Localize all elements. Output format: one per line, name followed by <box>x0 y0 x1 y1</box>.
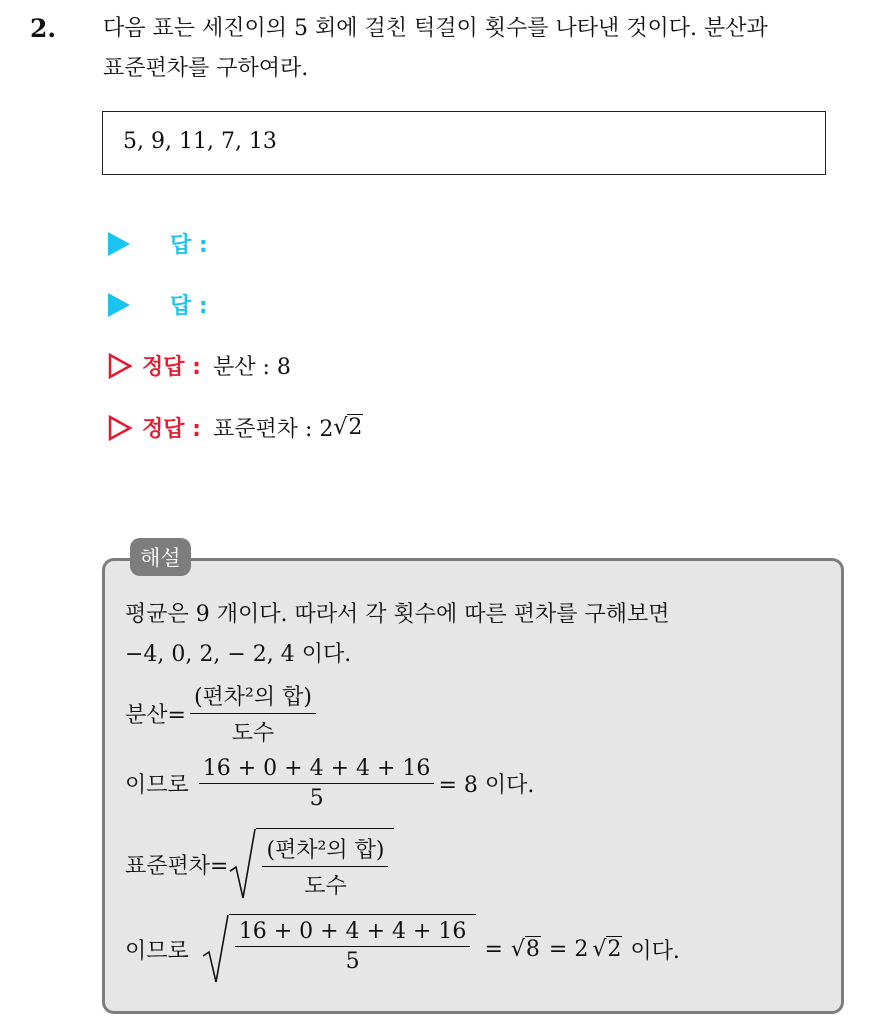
std-calc-sqrt-content <box>229 914 477 984</box>
std-sqrt-content <box>256 828 394 900</box>
so-prefix: 이므로 <box>125 773 189 798</box>
std-calc-denominator: 5 <box>345 949 360 974</box>
sqrt-sign: √ <box>333 415 348 440</box>
std-formula <box>125 828 394 900</box>
answer-label-1: 답 : <box>170 233 208 258</box>
std-eq2: = 2 <box>548 936 589 962</box>
variance-formula <box>125 680 320 747</box>
correct-value-1: 분산 : 8 <box>212 355 291 380</box>
calc-denominator: 5 <box>309 786 324 811</box>
fraction-numerator: (편차²의 합) <box>190 680 316 714</box>
correct-answer-row-1 <box>108 350 291 381</box>
answer-row-2 <box>108 289 208 320</box>
explanation-line1: 평균은 9 개이다. 따라서 각 횟수에 따른 편차를 구해보면 <box>125 602 670 627</box>
calc-fraction <box>199 756 435 811</box>
outline-triangle-icon <box>108 353 132 379</box>
play-arrow-icon <box>108 293 130 317</box>
play-arrow-icon <box>108 232 130 256</box>
question-text-line1: 다음 표는 세진이의 5 회에 걸친 턱걸이 횟수를 나타낸 것이다. 분산과 <box>103 16 768 41</box>
std-tail: 이다. <box>630 938 680 964</box>
answer-label-2: 답 : <box>170 294 208 319</box>
std-calc-numerator: 16 + 0 + 4 + 4 + 16 <box>235 919 471 947</box>
correct-value-2-prefix: 표준편차 : 2 <box>212 417 334 442</box>
explanation-tag: 해설 <box>130 538 191 576</box>
question-number: 2. <box>30 14 57 43</box>
sqrt-two-radicand: 2 <box>607 936 622 962</box>
sqrt-expression <box>333 415 363 440</box>
std-calc-sqrt <box>201 914 477 984</box>
question-text-line2: 표준편차를 구하여라. <box>103 56 309 81</box>
explanation-line2: −4, 0, 2, − 2, 4 이다. <box>125 642 352 667</box>
std-fraction-denominator: 도수 <box>304 874 347 899</box>
sqrt-radicand: 2 <box>348 415 363 440</box>
radical-sign-icon <box>201 914 229 984</box>
sqrt-eight-radicand: 8 <box>525 936 540 962</box>
correct-answer-row-2 <box>108 412 363 443</box>
variance-fraction <box>190 680 316 747</box>
sqrt-sign: √ <box>510 936 525 962</box>
radical-sign-icon <box>228 828 256 900</box>
sqrt-sign: √ <box>592 936 607 962</box>
outline-triangle-icon <box>108 415 132 441</box>
data-box <box>102 111 826 175</box>
data-values: 5, 9, 11, 7, 13 <box>123 129 277 154</box>
variance-lhs: 분산= <box>125 703 186 728</box>
variance-calculation <box>125 756 534 811</box>
std-calculation <box>125 914 680 984</box>
std-fraction <box>262 833 388 900</box>
correct-label-2: 정답 : <box>142 417 201 442</box>
calc-result: = 8 이다. <box>438 773 535 798</box>
std-lhs: 표준편차= <box>125 853 229 879</box>
sqrt-eight <box>511 937 541 962</box>
std-calc-fraction <box>235 919 471 974</box>
std-eq1: = <box>484 936 503 962</box>
answer-row-1 <box>108 228 208 259</box>
correct-label-1: 정답 : <box>142 355 201 380</box>
std-fraction-numerator: (편차²의 합) <box>262 833 388 867</box>
fraction-denominator: 도수 <box>231 721 275 746</box>
std-so-prefix: 이므로 <box>125 938 189 964</box>
std-sqrt <box>228 828 394 900</box>
calc-numerator: 16 + 0 + 4 + 4 + 16 <box>199 756 435 784</box>
sqrt-two <box>592 937 622 962</box>
